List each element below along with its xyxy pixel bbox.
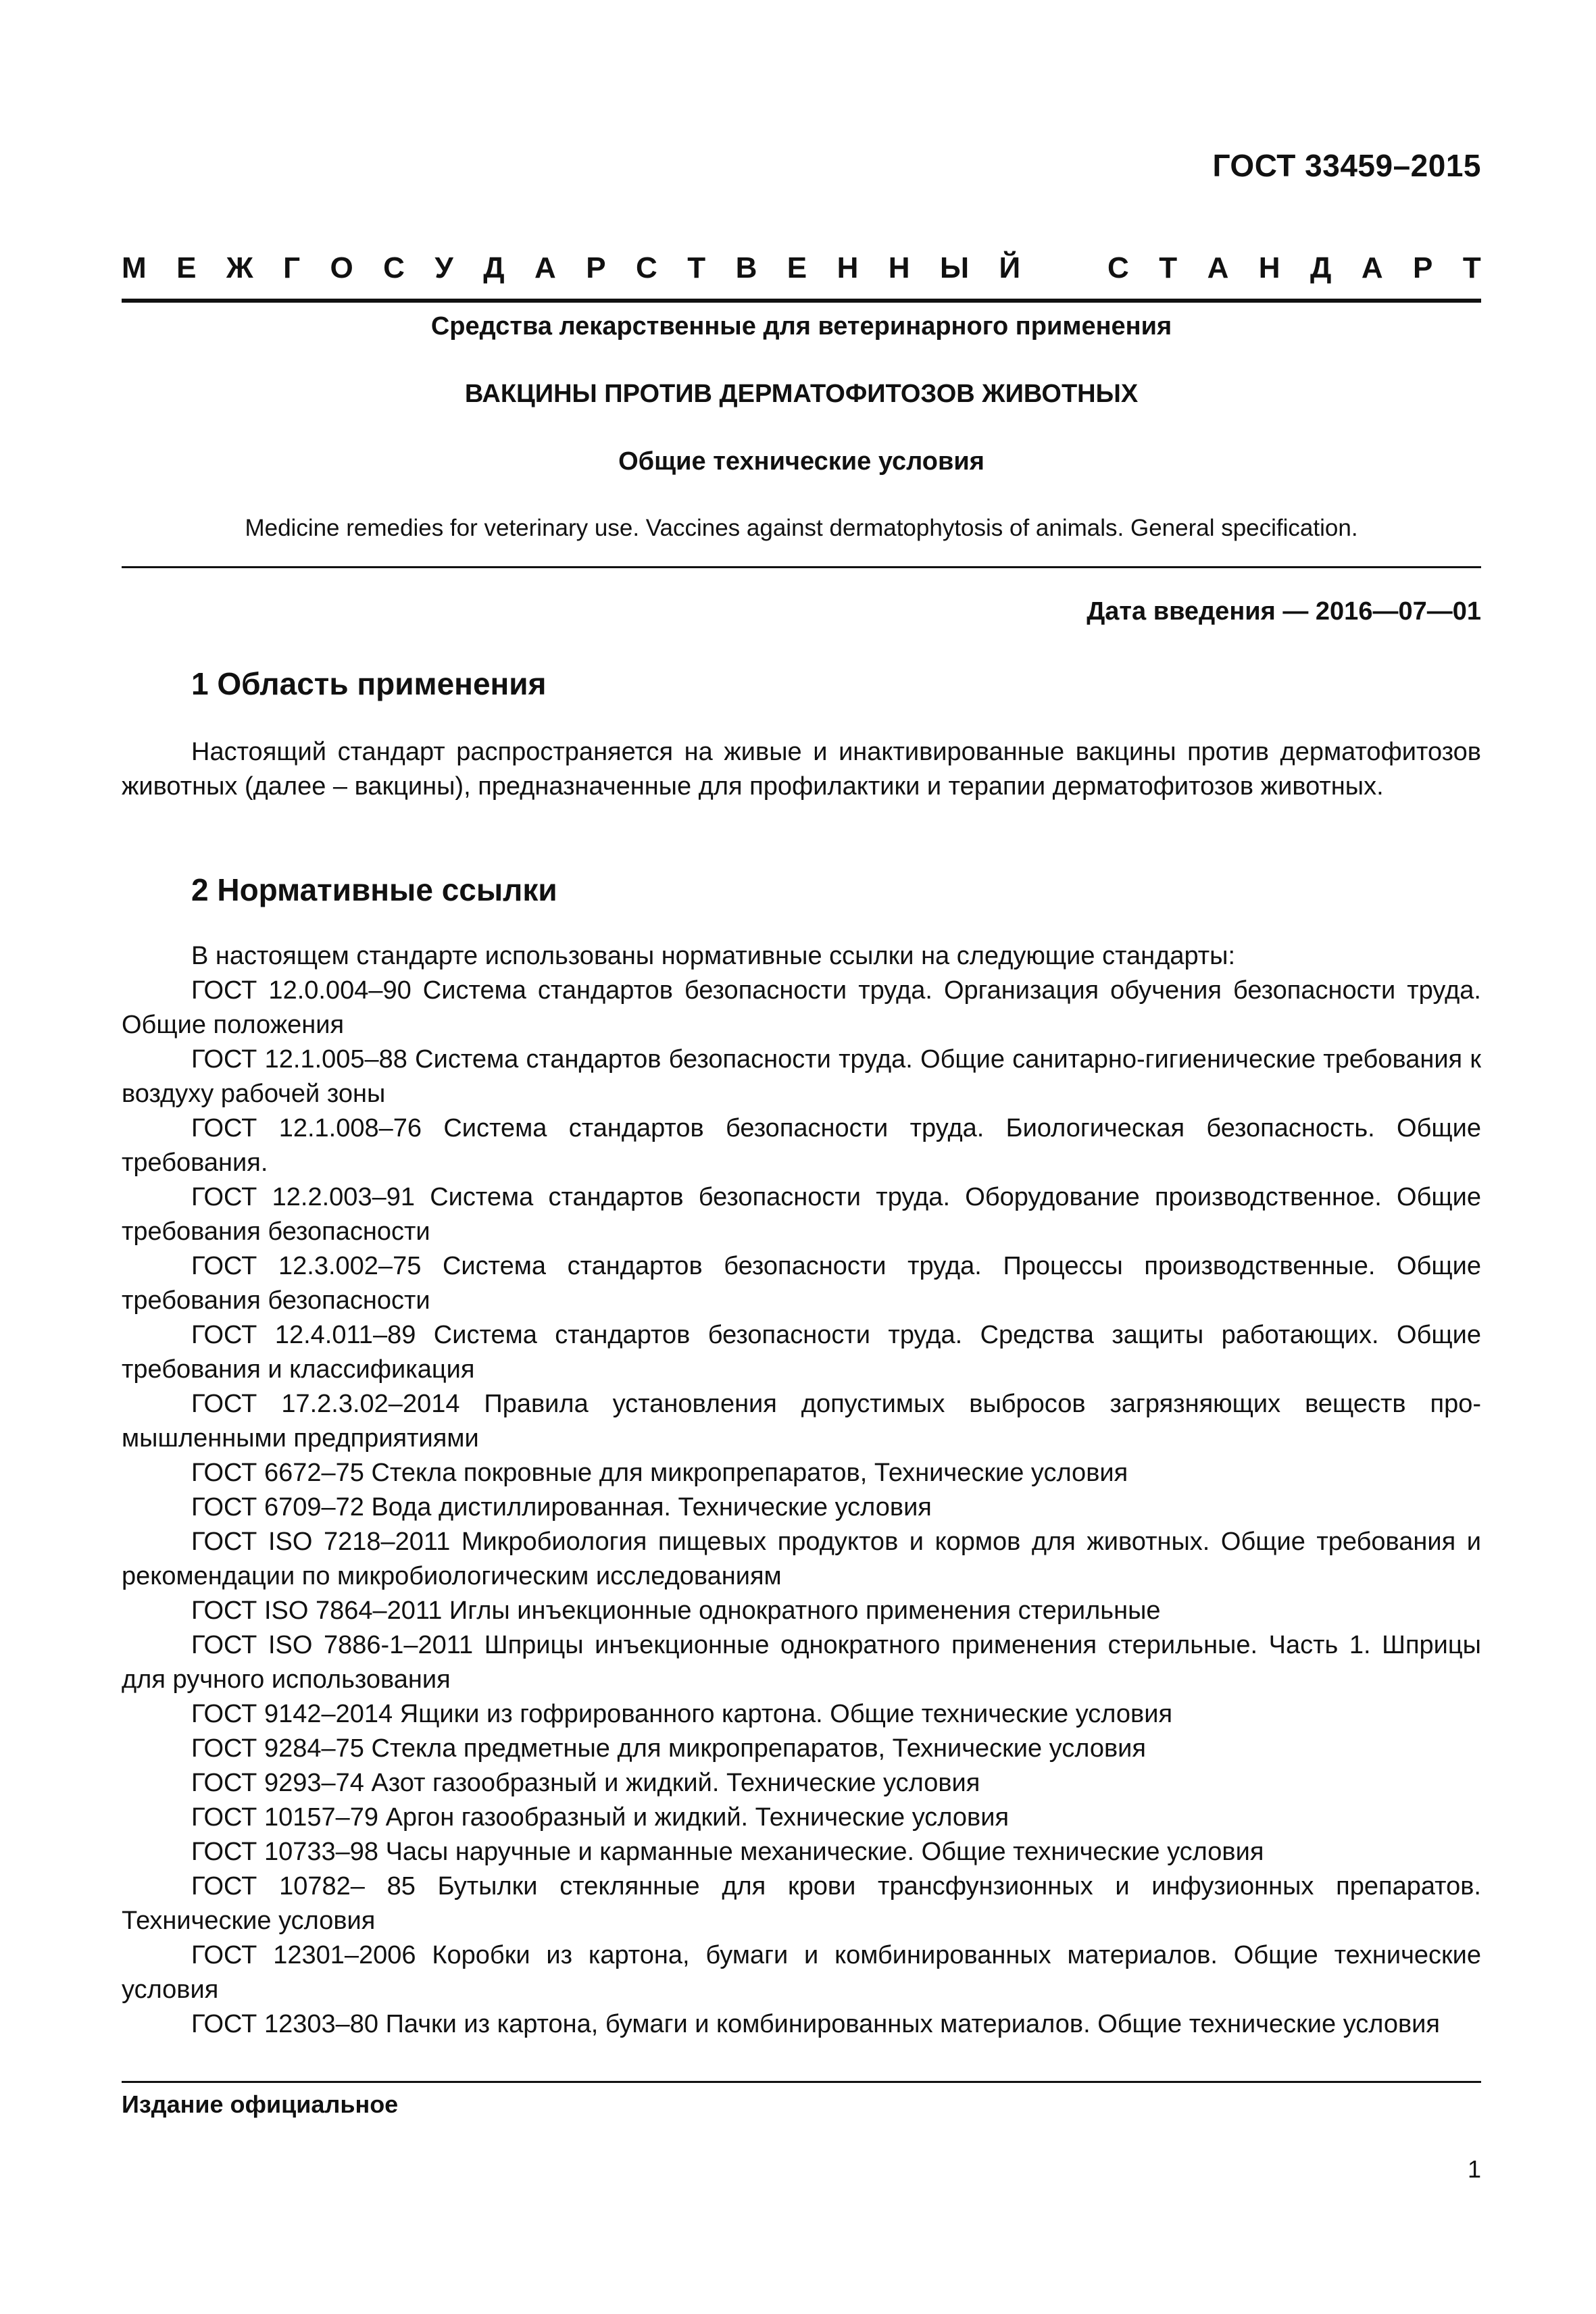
reference-item: ГОСТ 12.3.002–75 Система стандартов безопасности труда. Процессы производственные. Общие требования безопасности (122, 1252, 1481, 1315)
reference-item: ГОСТ 6672–75 Стекла покровные для микропрепаратов, Технические условия (191, 1459, 1128, 1487)
banner-letter: С (1107, 251, 1129, 284)
reference-item: ГОСТ 12301–2006 Коробки из картона, бумаги и комбинированных материалов. Общие технические условия (122, 1941, 1481, 2004)
banner-letter: Т (687, 251, 706, 284)
banner-letter: Е (176, 251, 197, 284)
gost-number: ГОСТ 33459–2015 (1212, 148, 1481, 183)
banner-letter: Н (837, 251, 859, 284)
reference-item: ГОСТ 12.1.005–88 Система стандартов безопасности труда. Общие санитарно-гигиенические требования к воздуху рабочей зоны (122, 1045, 1481, 1108)
reference-item: ГОСТ 17.2.3.02–2014 Правила установления допустимых выбросов загрязняющих веществ промышленными предприятиями (122, 1390, 1481, 1453)
banner-letter: А (1207, 251, 1229, 284)
banner-letter: Т (1159, 251, 1178, 284)
subtitle-spec: Общие технические условия (618, 447, 984, 476)
banner-letter: С (636, 251, 657, 284)
banner-letter: В (735, 251, 757, 284)
reference-item: ГОСТ ISO 7218–2011 Микробиология пищевых продуктов и кормов для животных. Общие требования и рекомендации по микробиологическим исследованиям (122, 1528, 1481, 1590)
reference-item: ГОСТ ISO 7886-1–2011 Шприцы инъекционные однократного применения стерильные. Часть 1. Шприцы для ручного использования (122, 1631, 1481, 1694)
banner-letter: А (534, 251, 556, 284)
banner-letter: А (1361, 251, 1383, 284)
official-edition-label: Издание официальное (122, 2090, 399, 2118)
banner-letter: Н (888, 251, 910, 284)
banner-letter: Ж (226, 251, 253, 284)
reference-item: ГОСТ 12303–80 Пачки из картона, бумаги и комбинированных материалов. Общие технические условия (191, 2010, 1440, 2038)
reference-item: ГОСТ 10733–98 Часы наручные и карманные механические. Общие технические условия (191, 1838, 1264, 1866)
reference-item: ГОСТ 6709–72 Вода дистиллированная. Технические условия (191, 1493, 932, 1521)
title-divider (122, 566, 1481, 568)
banner-word-gap (1051, 251, 1078, 289)
reference-item: ГОСТ 12.1.008–76 Система стандартов безопасности труда. Биологическая безопасность. Общие требования. (122, 1114, 1481, 1177)
intro-date: Дата введения — 2016—07—01 (1087, 597, 1481, 626)
document-title: ВАКЦИНЫ ПРОТИВ ДЕРМАТОФИТОЗОВ ЖИВОТНЫХ (464, 380, 1139, 408)
reference-item: ГОСТ 9284–75 Стекла предметные для микропрепаратов, Технические условия (191, 1734, 1146, 1763)
reference-item: ГОСТ 12.0.004–90 Система стандартов безопасности труда. Организация обучения безопасности труда. Общие положения (122, 976, 1481, 1039)
banner-letter: Ы (940, 251, 970, 284)
reference-item: ГОСТ 9293–74 Азот газообразный и жидкий. Технические условия (191, 1769, 980, 1797)
banner-letter: Й (999, 251, 1021, 284)
section-heading-scope: 1 Область применения (191, 666, 547, 701)
banner-letter: Е (787, 251, 807, 284)
banner-letter: Р (586, 251, 606, 284)
section-heading-references: 2 Нормативные ссылки (191, 872, 557, 907)
section-references-body (122, 939, 1481, 2042)
section-scope-body (122, 735, 1481, 804)
banner-letter: Г (283, 251, 301, 284)
subtitle-english: Medicine remedies for veterinary use. Vaccines against dermatophytosis of animals. General specification. (245, 515, 1358, 541)
banner-letter: У (434, 251, 453, 284)
banner-letter: С (383, 251, 405, 284)
header-divider (122, 299, 1481, 303)
banner-letter: Р (1413, 251, 1433, 284)
reference-item: ГОСТ 12.4.011–89 Система стандартов безопасности труда. Средства защиты работающих. Общие требования и классификация (122, 1321, 1481, 1384)
page-number: 1 (1467, 2155, 1481, 2183)
banner-letter: Д (1310, 251, 1332, 284)
reference-item: ГОСТ 9142–2014 Ящики из гофрированного картона. Общие технические условия (191, 1700, 1173, 1728)
subtitle-category: Средства лекарственные для ветеринарного применения (430, 312, 1172, 341)
banner-letter: М (122, 251, 147, 284)
banner-letter: Н (1258, 251, 1280, 284)
banner-letter: Д (483, 251, 505, 284)
interstate-standard-banner (122, 251, 1481, 289)
paragraph: В настоящем стандарте использованы нормативные ссылки на следующие стандарты: (191, 942, 1236, 970)
paragraph: Настоящий стандарт распространяется на живые и инактивированные вакцины против дерматофитозов животных (далее – вакцины), предназначенные для профилактики и терапии дерматофитозов животных. (122, 738, 1481, 801)
banner-letter: О (330, 251, 353, 284)
reference-item: ГОСТ 10157–79 Аргон газообразный и жидкий. Технические условия (191, 1803, 1009, 1832)
footer-divider (122, 2081, 1481, 2083)
reference-item: ГОСТ 10782– 85 Бутылки стеклянные для крови трансфунзионных и инфузионных препаратов. Технические условия (122, 1872, 1481, 1935)
banner-letter: Т (1462, 251, 1481, 284)
reference-item: ГОСТ ISO 7864–2011 Иглы инъекционные однократного применения стерильные (191, 1596, 1161, 1625)
reference-item: ГОСТ 12.2.003–91 Система стандартов безопасности труда. Оборудование производственное. Общие требования безопасности (122, 1183, 1481, 1246)
